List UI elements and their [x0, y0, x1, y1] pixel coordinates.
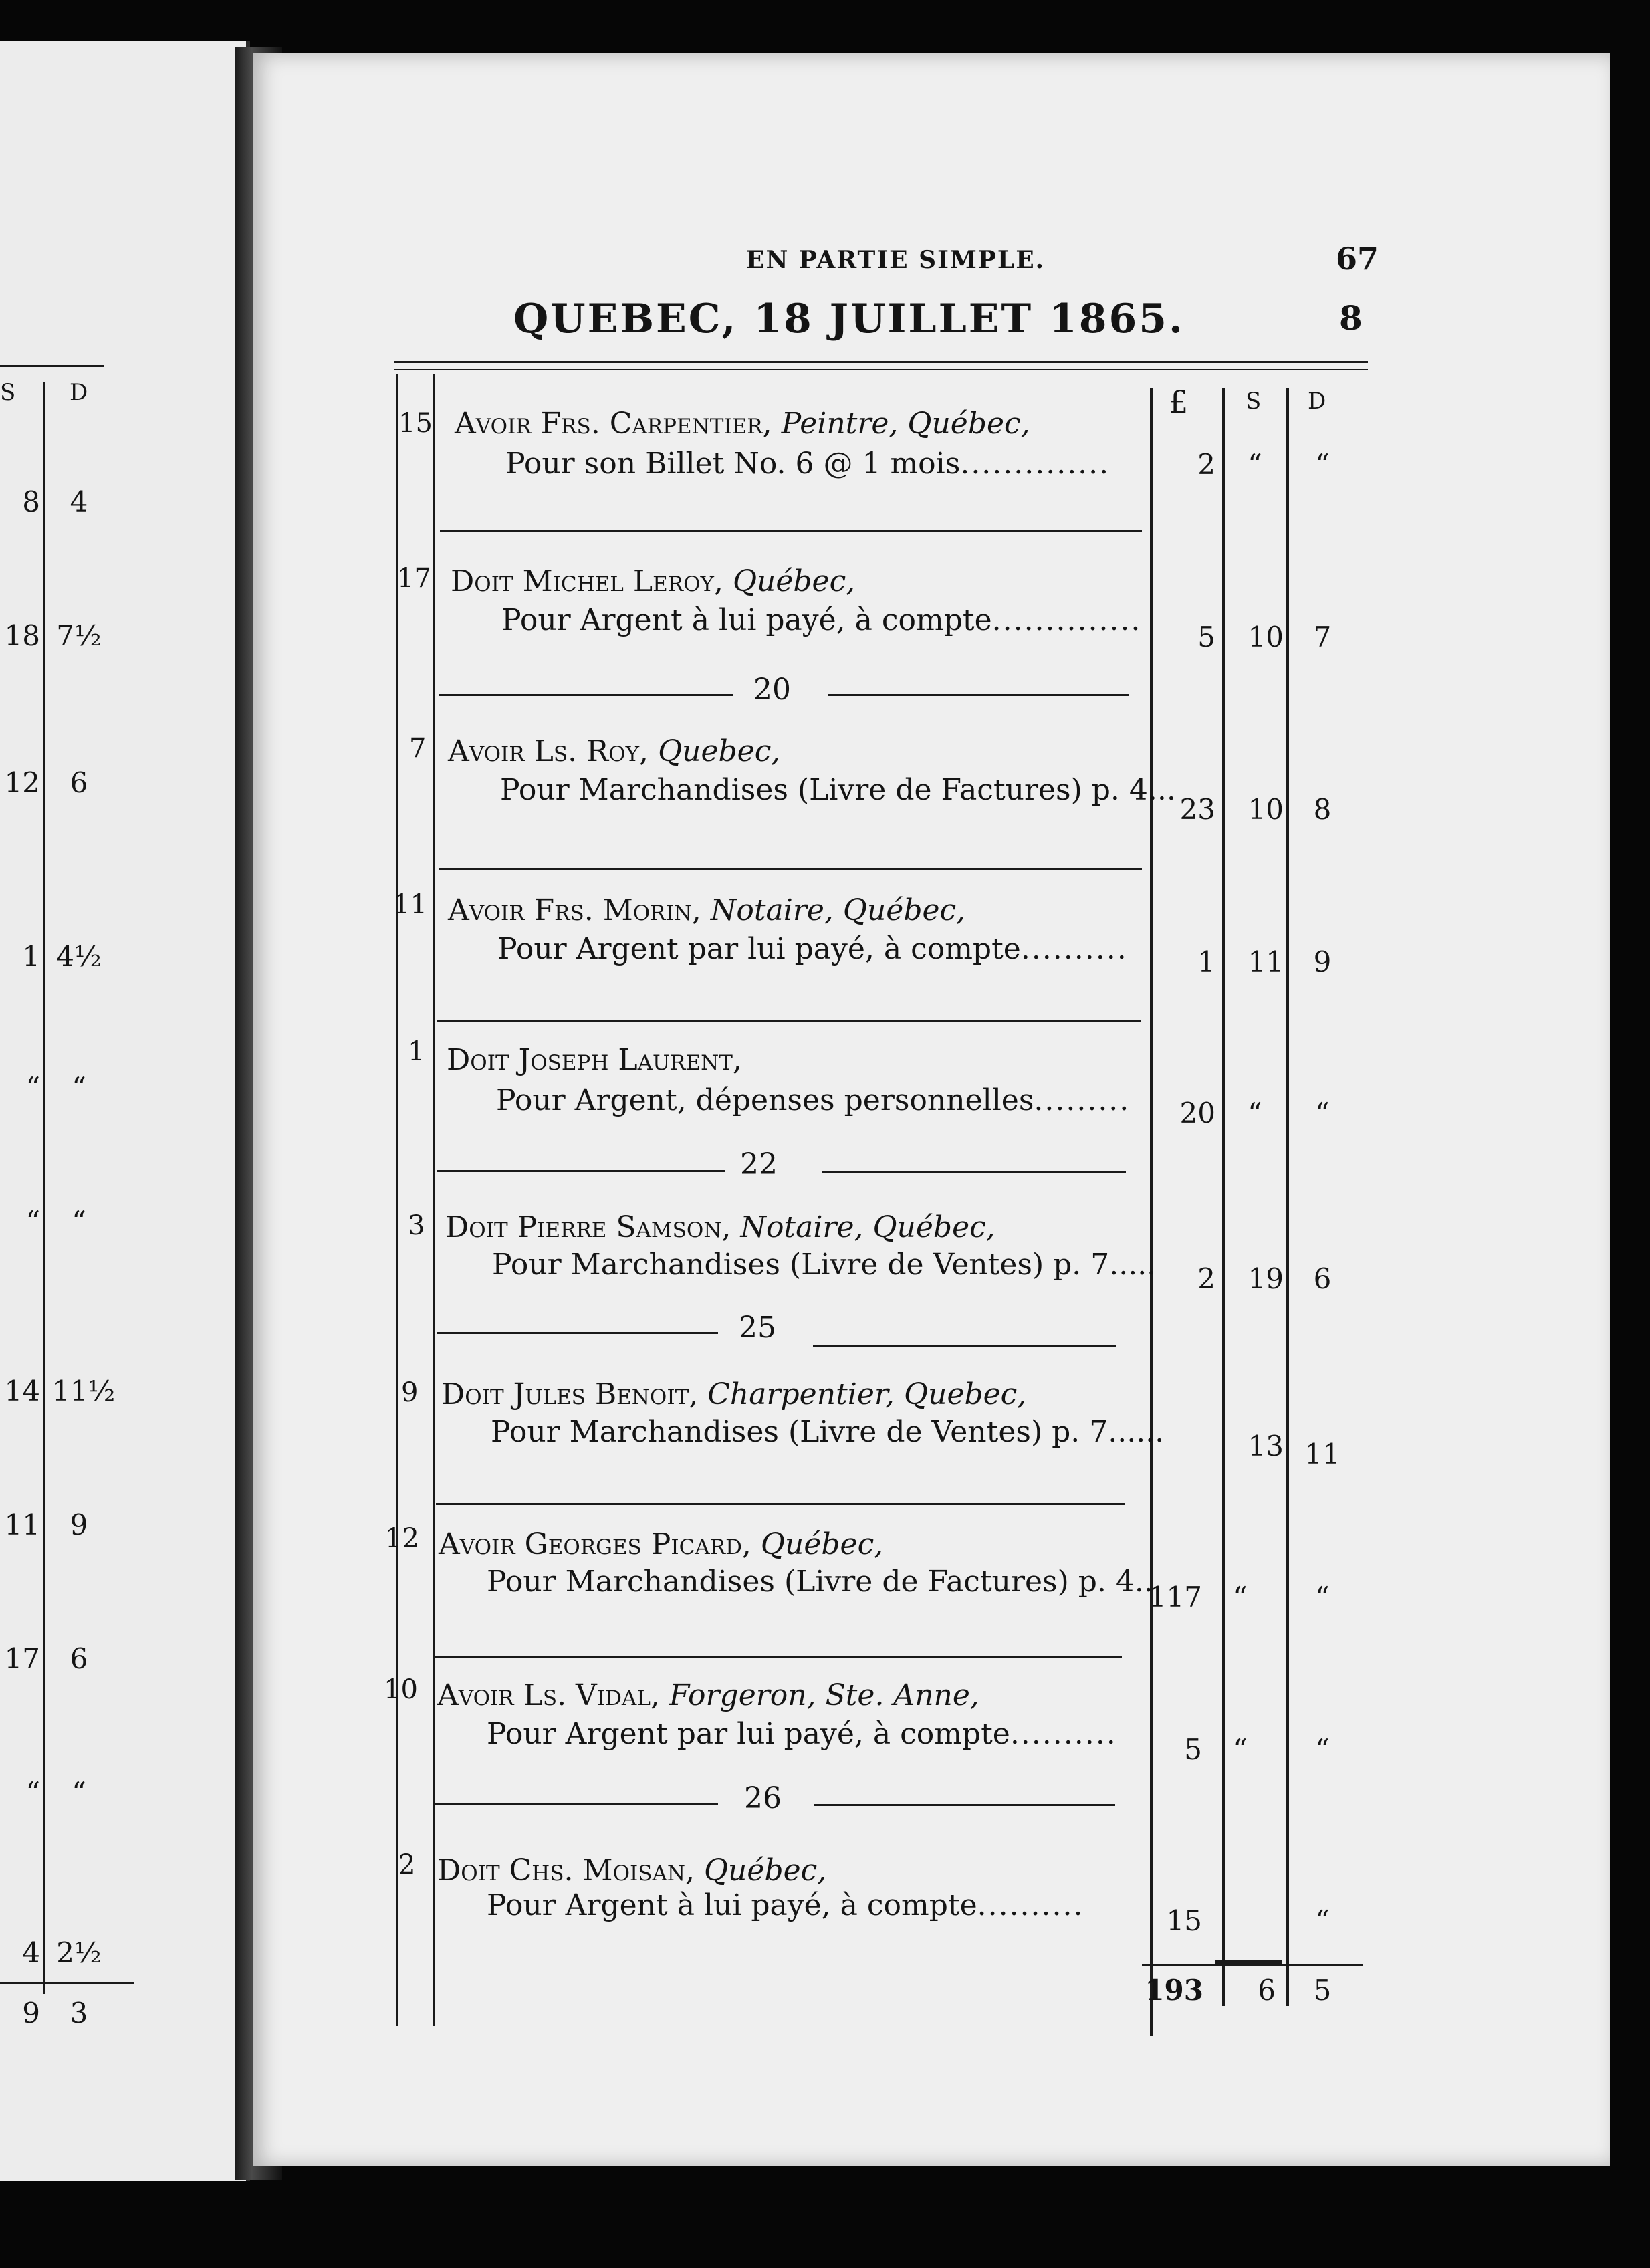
entry-qualifier: Peintre, Québec,	[781, 407, 1030, 441]
left-pence: 6	[70, 1642, 88, 1675]
entry-description-line: Pour Marchandises (Livre de Ventes) p. 7.....	[492, 1248, 1157, 1282]
left-pence: “	[72, 1205, 86, 1238]
left-total-rule	[0, 1982, 134, 1984]
entry-qualifier: Notaire, Québec,	[740, 1210, 995, 1244]
entry-name: Joseph Laurent,	[518, 1043, 742, 1077]
entry-pence: 9	[1313, 945, 1332, 978]
entry-account-line	[441, 1377, 1026, 1411]
left-pence: 6	[70, 766, 88, 799]
entry-separator	[440, 530, 1142, 532]
left-pence: “	[72, 1071, 86, 1104]
entry-folio: 2	[398, 1849, 416, 1880]
header-rule-top	[394, 361, 1368, 363]
left-pence: “	[72, 1776, 86, 1809]
day-rule-left	[435, 1803, 718, 1805]
entry-name: Ls. Roy,	[534, 734, 649, 768]
entry-pence: 7	[1313, 620, 1332, 653]
entry-pence: “	[1315, 1097, 1330, 1129]
entry-qualifier: Québec,	[732, 564, 856, 598]
entry-pence: “	[1315, 1733, 1330, 1766]
entry-name: Ls. Vidal,	[523, 1678, 660, 1712]
entry-description-line: Pour Argent par lui payé, à compte..........	[497, 932, 1128, 966]
entry-pounds: 20	[1179, 1097, 1215, 1129]
entry-description-line: Pour Marchandises (Livre de Ventes) p. 7......	[491, 1415, 1165, 1449]
entry-account-line	[448, 893, 965, 927]
left-col-header-s: S	[0, 379, 16, 406]
entry-type: Doit	[437, 1853, 500, 1888]
entry-type: Doit	[441, 1377, 504, 1411]
left-shillings: 18	[4, 619, 40, 652]
day-rule-left	[437, 1332, 718, 1334]
entry-separator	[433, 1656, 1122, 1658]
left-shillings: 1	[22, 940, 40, 973]
date-title: QUEBEC, 18 JUILLET 1865.	[513, 296, 1185, 342]
entry-description: Pour Marchandises (Livre de Ventes) p. 7	[492, 1248, 1110, 1282]
entry-type: Avoir	[439, 1527, 515, 1561]
entry-account-line	[437, 1678, 979, 1712]
day-heading: 25	[739, 1311, 776, 1345]
header-rule-bottom	[394, 369, 1368, 370]
entry-pounds: 5	[1184, 1733, 1202, 1766]
left-shillings: “	[25, 1205, 40, 1238]
entry-type: Avoir	[448, 893, 525, 927]
total-shillings: 6	[1258, 1974, 1276, 2007]
left-col-header-d: D	[70, 379, 88, 406]
entry-shillings: “	[1248, 1097, 1262, 1129]
entry-account-line	[455, 407, 1030, 441]
entry-name: Frs. Carpentier,	[540, 407, 772, 441]
entry-folio: 7	[409, 733, 427, 764]
entry-shillings: “	[1233, 1581, 1248, 1613]
entry-qualifier: Forgeron, Ste. Anne,	[669, 1678, 979, 1712]
entry-name: Georges Picard,	[524, 1527, 751, 1561]
entry-pounds: 23	[1179, 793, 1215, 826]
left-pence: 9	[70, 1508, 88, 1541]
entry-type: Avoir	[437, 1678, 514, 1712]
entry-shillings: 10	[1248, 620, 1284, 653]
entry-account-line	[451, 564, 855, 598]
day-heading: 26	[744, 1781, 782, 1815]
day-rule-left	[437, 1170, 725, 1172]
entry-shillings: 13	[1248, 1430, 1284, 1462]
day-rule-right	[814, 1804, 1115, 1806]
entry-type: Avoir	[448, 734, 525, 768]
entry-description-line: Pour Argent par lui payé, à compte..........	[487, 1717, 1117, 1751]
entry-shillings: “	[1248, 448, 1262, 481]
left-shillings: 14	[4, 1375, 40, 1407]
entry-pounds: 1	[1197, 945, 1215, 978]
left-pence: 7½	[56, 619, 102, 652]
entry-qualifier: Québec,	[760, 1527, 884, 1561]
left-shillings: 17	[4, 1642, 40, 1675]
entry-qualifier: Québec,	[703, 1853, 827, 1888]
left-header-rule	[0, 365, 104, 367]
running-title: EN PARTIE SIMPLE.	[746, 246, 1046, 274]
entry-pence: 11	[1304, 1438, 1340, 1470]
left-pence: 2½	[56, 1936, 102, 1969]
entry-name: Michel Leroy,	[522, 564, 723, 598]
folio-col-rule	[396, 374, 398, 2026]
entry-folio: 9	[401, 1377, 419, 1408]
entry-folio: 17	[397, 563, 431, 594]
total-rule	[1142, 1964, 1363, 1966]
entry-folio: 3	[408, 1210, 425, 1241]
entry-folio: 1	[408, 1036, 425, 1067]
pence-header: D	[1308, 388, 1326, 415]
entry-folio: 11	[393, 889, 427, 920]
entry-pounds: 2	[1197, 1262, 1215, 1295]
entry-pence: 6	[1313, 1262, 1332, 1295]
entry-description-line: Pour Argent à lui payé, à compte..............	[501, 603, 1142, 637]
entry-description: Pour Argent à lui payé, à compte	[501, 603, 992, 637]
entry-name: Pierre Samson,	[517, 1210, 731, 1244]
entry-description: Pour Argent, dépenses personnelles	[496, 1083, 1034, 1117]
entry-pounds: 2	[1197, 448, 1215, 481]
day-rule-right	[828, 694, 1129, 696]
entry-qualifier: Notaire, Québec,	[710, 893, 966, 927]
right-page	[253, 53, 1610, 2166]
total-pounds: 193	[1145, 1974, 1203, 2007]
entry-pence: “	[1315, 448, 1330, 481]
shillings-header: S	[1246, 388, 1262, 415]
entry-account-line	[448, 734, 780, 768]
entry-account-line	[437, 1853, 826, 1888]
entry-separator	[437, 1020, 1141, 1022]
entry-type: Avoir	[455, 407, 532, 441]
entry-shillings: 10	[1248, 793, 1284, 826]
entry-description: Pour Argent à lui payé, à compte	[487, 1888, 977, 1922]
entry-description-line: Pour Marchandises (Livre de Factures) p. 4..	[487, 1565, 1153, 1599]
entry-name: Jules Benoit,	[513, 1377, 699, 1411]
entry-description: Pour Marchandises (Livre de Factures) p. 4	[500, 773, 1148, 807]
left-pence: 4½	[56, 940, 102, 973]
entry-description: Pour Marchandises (Livre de Factures) p. 4	[487, 1565, 1135, 1599]
day-rule-right	[822, 1171, 1126, 1173]
left-shillings: 8	[22, 485, 40, 518]
entry-description: Pour son Billet No. 6 @ 1 mois	[505, 447, 961, 481]
entry-description-line: Pour Argent à lui payé, à compte..........	[487, 1888, 1084, 1922]
left-shillings: “	[25, 1776, 40, 1809]
entry-pence: 8	[1313, 793, 1332, 826]
pounds-header: £	[1169, 384, 1189, 420]
left-col-divider	[43, 382, 45, 1994]
entry-folio: 10	[384, 1674, 418, 1705]
left-shillings: 4	[22, 1936, 40, 1969]
entry-account-line	[439, 1527, 883, 1561]
day-heading: 22	[740, 1147, 778, 1181]
day-rule-right	[813, 1345, 1116, 1347]
entry-type: Doit	[445, 1210, 508, 1244]
left-pence: 3	[70, 1997, 88, 2029]
entry-description-line: Pour Argent, dépenses personnelles.........	[496, 1083, 1131, 1117]
entry-folio: 12	[385, 1523, 419, 1554]
entry-description-line: Pour son Billet No. 6 @ 1 mois..............	[505, 447, 1110, 481]
entry-separator	[439, 868, 1142, 870]
entry-qualifier: Charpentier, Quebec,	[707, 1377, 1027, 1411]
entry-account-line	[445, 1210, 995, 1244]
entry-pounds: 117	[1148, 1581, 1202, 1613]
text-col-rule	[433, 374, 435, 2026]
folio-number: 8	[1339, 298, 1363, 338]
entry-account-line	[447, 1043, 742, 1077]
left-page	[0, 41, 250, 2181]
entry-description: Pour Marchandises (Livre de Ventes) p. 7	[491, 1415, 1108, 1449]
entry-separator	[436, 1503, 1125, 1505]
entry-pounds: 5	[1197, 620, 1215, 653]
total-pence: 5	[1313, 1974, 1332, 2007]
entry-description: Pour Argent par lui payé, à compte	[487, 1717, 1010, 1751]
entry-description: Pour Argent par lui payé, à compte	[497, 932, 1021, 966]
left-shillings: 12	[4, 766, 40, 799]
day-rule-left	[439, 694, 733, 696]
page-number: 67	[1336, 241, 1379, 277]
entry-name: Chs. Moisan,	[509, 1853, 695, 1888]
entry-name: Frs. Morin,	[534, 893, 701, 927]
left-shillings: “	[25, 1071, 40, 1104]
total-rule-thick	[1215, 1960, 1282, 1964]
entry-folio: 15	[398, 408, 433, 439]
day-heading: 20	[753, 673, 791, 707]
entry-shillings: 11	[1248, 945, 1284, 978]
left-pence: 11½	[52, 1375, 116, 1407]
entry-shillings: 19	[1248, 1262, 1284, 1295]
entry-pence: “	[1315, 1904, 1330, 1937]
left-pence: 4	[70, 485, 88, 518]
entry-type: Doit	[451, 564, 513, 598]
entry-shillings: “	[1233, 1733, 1248, 1766]
entry-qualifier: Quebec,	[658, 734, 781, 768]
entry-pence: “	[1315, 1581, 1330, 1613]
left-shillings: 11	[4, 1508, 40, 1541]
left-shillings: 9	[22, 1997, 40, 2029]
entry-pounds: 15	[1166, 1904, 1202, 1937]
entry-description-line: Pour Marchandises (Livre de Factures) p. 4...	[500, 773, 1176, 807]
entry-type: Doit	[447, 1043, 509, 1077]
